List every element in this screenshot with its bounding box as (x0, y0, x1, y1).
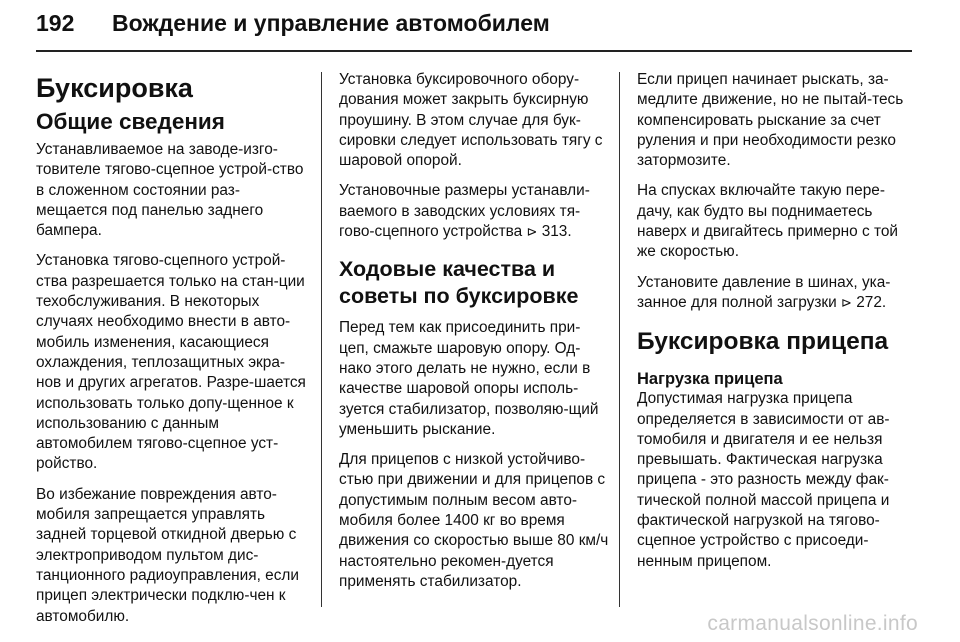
column-2 (339, 70, 609, 602)
column-divider-1 (321, 72, 322, 607)
column-1 (36, 70, 306, 637)
section-subtitle-general: Общие сведения (36, 109, 225, 134)
page-reference-icon: ⊳ (841, 294, 852, 310)
paragraph: Во избежание повреждения авто-мобиля запрещается управлять задней торцевой откидной дверью с электроприводом пультом дис-танционного радиоуправления, если прицеп электрически подклю-чен к автомобилю. (36, 485, 299, 625)
paragraph (339, 181, 609, 242)
paragraph: На спусках включайте такую пере-дачу, как будто вы поднимаетесь наверх и двигайтесь примерно с той же скоростью. (637, 182, 898, 261)
page-reference[interactable]: 272. (856, 293, 887, 311)
paragraph: Для прицепов с низкой устойчиво-стью при движении и для прицепов с допустимым полным весом авто-мобиля более 1400 кг во время движения со скоростью выше 80 км/ч настоятельно рекомен-дуется применять стабилизатор. (339, 451, 609, 590)
page-number: 192 (36, 10, 75, 36)
page-reference-icon: ⊳ (526, 224, 538, 240)
paragraph: Перед тем как присоединить при-цеп, смажьте шаровую опору. Од-нако этого делать не нужно, если в качестве шаровой опоры исполь-зуется стабилизатор, позволяю-щий уменьшить рыскание. (339, 319, 599, 438)
section-heading-driving-tips: Ходовые качества и советы по буксировке (339, 257, 579, 309)
column-3 (637, 70, 907, 582)
column-divider-2 (619, 72, 620, 607)
paragraph: Допустимая нагрузка прицепа определяется в зависимости от ав-томобиля и двигателя и ее нельзя превышать. Фактическая нагрузка прицепа - это разность между фак-тической полной массой прицепа и фактической нагрузкой на тягово-сцепное устройство с присоеди-ненным прицепом. (637, 390, 890, 570)
paragraph: Установка тягово-сцепного устрой-ства разрешается только на стан-ции техобслуживания. В некоторых случаях необходимо внести в авто-мобиль изменения, касающиеся охлаждения, теплозащитных экра-нов и других агрегатов. Разре-шается использовать только допу-щенное к использованию с данным автомобилем тягово-сцепное уст-ройство. (36, 252, 306, 473)
paragraph: Устанавливаемое на заводе-изго-товителе тягово-сцепное устрой-ство в сложенном состоянии раз-мещается под панелью заднего бампера. (36, 141, 304, 240)
subheading-trailer-load: Нагрузка прицепа (637, 370, 783, 389)
section-title-towing: Буксировка (36, 73, 193, 103)
paragraph: Установка буксировочного обору-дования может закрыть буксирную проушину. В этом случае для бук-сировки следует использовать тягу с шаровой опорой. (339, 71, 603, 170)
running-title: Вождение и управление автомобилем (112, 10, 550, 36)
paragraph-text: Установочные размеры устанавли-ваемого в заводских условиях тя-гово-сцепного устройства (339, 182, 590, 241)
section-heading-trailer-towing: Буксировка прицепа (637, 328, 889, 356)
watermark: carmanualsonline.info (707, 612, 918, 635)
page-header (0, 0, 960, 60)
page-reference[interactable]: 313. (541, 223, 572, 241)
header-rule (36, 50, 912, 52)
paragraph (637, 273, 907, 314)
paragraph: Если прицеп начинает рыскать, за-медлите движение, но не пытай-тесь компенсировать рыскание за счет руления и при необходимости резко затормозите. (637, 71, 904, 170)
paragraph-text: Установите давление в шинах, ука-занное для полной загрузки (637, 273, 891, 311)
